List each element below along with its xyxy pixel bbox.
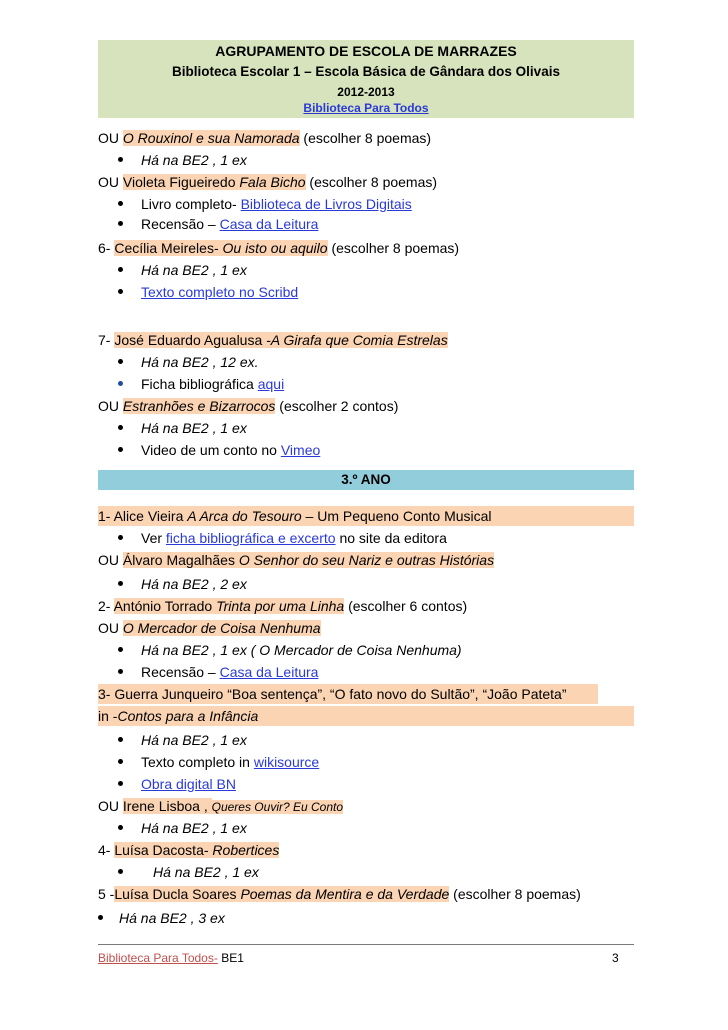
book-title: Robertices [212,842,280,858]
author-name: Álvaro Magalhães [122,552,239,568]
book-entry: 2- António Torrado Trinta por uma Linha (escolher 6 contos) [98,598,468,614]
bullet-icon [118,289,123,294]
book-title: -A Girafa que Comia Estrelas [266,332,448,348]
author-name: José Eduardo Agualusa [114,332,267,348]
footer-divider [98,944,634,945]
page-number: 3 [612,951,619,965]
book-title: O Mercador de Coisa Nenhuma [122,620,321,636]
book-entry: in -Contos para a Infância [98,706,634,726]
list-item: Há na BE2 , 3 ex [98,908,225,928]
author-name: António Torrado [113,598,217,614]
book-title: O Rouxinol e sua Namorada [122,130,300,146]
obra-digital-bn-link[interactable]: Obra digital BN [141,776,236,792]
book-entry: OU O Mercador de Coisa Nenhuma [98,620,321,636]
book-title: Trinta por uma Linha [216,598,345,614]
list-item: Livro completo- Biblioteca de Livros Digitais [118,194,412,214]
book-entry: 4- Luísa Dacosta- Robertices [98,842,280,858]
casa-da-leitura-link[interactable]: Casa da Leitura [219,664,319,680]
list-item: Recensão – Casa da Leitura [118,214,318,234]
bullet-icon [118,267,123,272]
library-title: Biblioteca Escolar 1 – Escola Básica de Gândara dos Olivais [172,64,560,79]
bullet-icon [118,825,123,830]
list-item: Há na BE2 , 1 ex [118,862,259,882]
list-item: Há na BE2 , 1 ex [118,150,247,170]
list-item: Há na BE2 , 1 ex ( O Mercador de Coisa Nenhuma) [118,640,462,660]
book-title: Poemas da Mentira e da Verdade [240,886,450,902]
book-title: Queres Ouvir? Eu Conto [211,800,344,814]
author-name: Luísa Ducla Soares [114,886,241,902]
biblioteca-para-todos-link[interactable]: Biblioteca Para Todos [303,101,429,115]
list-item: Há na BE2 , 1 ex [118,730,247,750]
list-item [118,282,298,302]
bullet-icon [118,781,123,786]
bullet-icon [118,647,123,652]
page-footer: Biblioteca Para Todos- BE1 [98,951,244,965]
casa-da-leitura-link[interactable]: Casa da Leitura [219,216,319,232]
vimeo-link[interactable]: Vimeo [280,442,321,458]
list-item: Há na BE2 , 2 ex [118,574,247,594]
bullet-icon [118,669,123,674]
list-item: Recensão – Casa da Leitura [118,662,318,682]
ficha-excerto-link[interactable]: ficha bibliográfica e excerto [165,530,336,546]
author-name: Luísa Dacosta- [114,842,213,858]
book-entry: 1- Alice Vieira A Arca do Tesouro – Um Pequeno Conto Musical [98,506,634,526]
footer-link[interactable]: Biblioteca Para Todos- [98,951,218,965]
list-item [118,774,236,794]
book-title: Ou isto ou aquilo [222,240,328,256]
school-year: 2012-2013 [337,85,395,99]
section-heading-3-ano: 3.º ANO [98,470,634,490]
book-title: Contos para a Infância [117,708,259,724]
bullet-icon [118,447,123,452]
book-entry: 6- Cecília Meireles- Ou isto ou aquilo (escolher 8 poemas) [98,240,460,256]
book-entry: OU Irene Lisboa , Queres Ouvir? Eu Conto [98,798,344,814]
book-entry: 5 -Luísa Ducla Soares Poemas da Mentira e da Verdade (escolher 8 poemas) [98,886,581,902]
school-group-title: AGRUPAMENTO DE ESCOLA DE MARRAZES [215,43,517,59]
author-name: Cecília Meireles- [114,240,223,256]
list-item: Há na BE2 , 1 ex [118,260,247,280]
wikisource-link[interactable]: wikisource [253,754,320,770]
book-entry: OU Estranhões e Bizarrocos (escolher 2 contos) [98,398,399,414]
book-entry: 7- José Eduardo Agualusa -A Girafa que Comia Estrelas [98,332,448,348]
ficha-aqui-link[interactable]: aqui [257,376,285,392]
list-item: Ficha bibliográfica aqui [118,374,284,394]
author-name: Alice Vieira [113,508,188,524]
author-name: Irene Lisboa , [122,798,212,814]
book-title: Estranhões e Bizarrocos [122,398,276,414]
list-item: Ver ficha bibliográfica e excerto no site da editora [118,528,447,548]
bullet-icon [118,535,123,540]
bullet-icon [118,581,123,586]
document-header [98,40,634,118]
list-item: Texto completo in wikisource [118,752,319,772]
book-title: A Arca do Tesouro [187,508,302,524]
bullet-icon [118,759,123,764]
bullet-icon [118,869,123,874]
bullet-icon [118,425,123,430]
book-title: O Senhor do seu Nariz e outras Histórias [238,552,495,568]
bullet-icon [118,201,123,206]
book-entry: OU Violeta Figueiredo Fala Bicho (escolher 8 poemas) [98,174,438,190]
bullet-icon [118,157,123,162]
author-name: Violeta Figueiredo [122,174,240,190]
book-entry: OU Álvaro Magalhães O Senhor do seu Nariz e outras Histórias [98,552,495,568]
scribd-link[interactable]: Texto completo no Scribd [141,284,299,300]
list-item: Há na BE2 , 1 ex [118,818,247,838]
book-title: Fala Bicho [239,174,306,190]
bullet-icon [118,359,123,364]
bullet-icon [118,221,123,226]
list-item: Há na BE2 , 12 ex. [118,352,259,372]
book-entry: OU O Rouxinol e sua Namorada (escolher 8 poemas) [98,130,432,146]
list-item: Video de um conto no Vimeo [118,440,320,460]
bullet-icon [98,915,103,920]
list-item: Há na BE2 , 1 ex [118,418,247,438]
bullet-icon [118,381,123,386]
bullet-icon [118,737,123,742]
book-entry: 3- Guerra Junqueiro “Boa sentença”, “O fato novo do Sultão”, “João Pateta” [98,684,598,704]
livros-digitais-link[interactable]: Biblioteca de Livros Digitais [240,196,412,212]
